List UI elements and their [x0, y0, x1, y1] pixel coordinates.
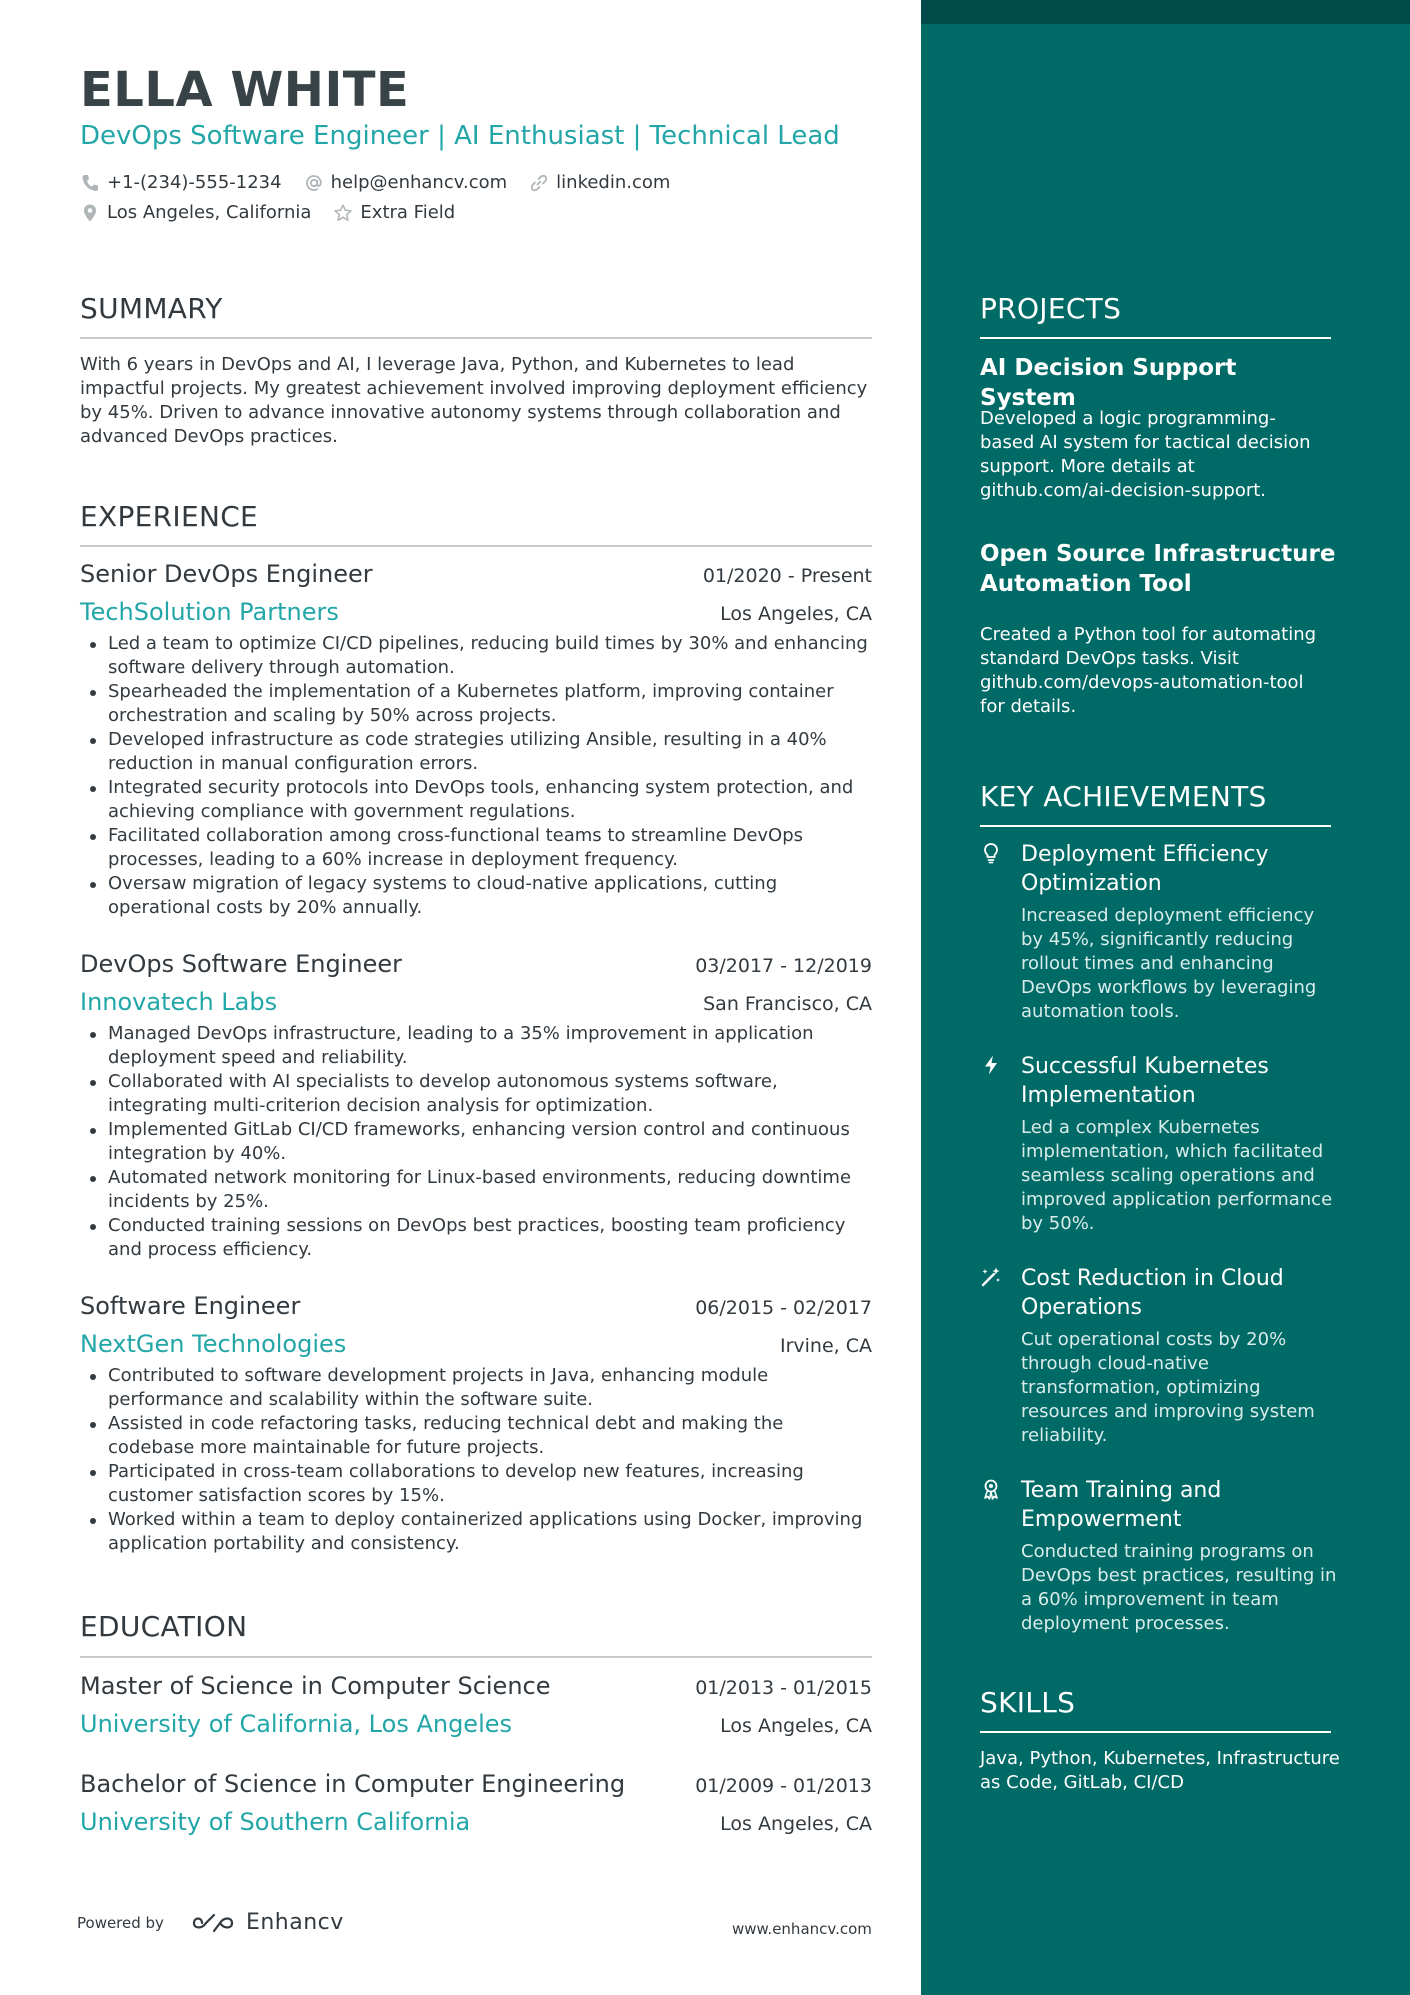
lightbulb-icon	[980, 842, 1002, 864]
candidate-name: ELLA WHITE	[80, 62, 410, 118]
brand-name: Enhancv	[245, 1910, 344, 1935]
achievement-name: Cost Reduction in Cloud Operations	[1021, 1266, 1284, 1320]
skills-divider	[980, 1731, 1331, 1733]
achievement-item	[980, 1476, 1340, 1636]
sidebar-top-band	[921, 0, 1410, 24]
projects-divider	[980, 337, 1331, 339]
project-description: Created a Python tool for automating standard DevOps tasks. Visit github.com/devops-automation-tool for details.	[980, 624, 1317, 717]
job-bullets	[80, 1364, 872, 1556]
achievement-name: Deployment Efficiency Optimization	[1021, 842, 1269, 896]
job-bullet: Managed DevOps infrastructure, leading to a 35% improvement in application deployment speed and reliability.	[80, 1022, 872, 1070]
brand-logo[interactable]	[190, 1910, 344, 1935]
job-location: San Francisco, CA	[703, 993, 872, 1015]
job-bullet: Integrated security protocols into DevOps tools, enhancing system protection, and achieving compliance with government regulations.	[80, 776, 872, 824]
at-sign-icon	[304, 173, 324, 193]
summary-text: With 6 years in DevOps and AI, I leverage Java, Python, and Kubernetes to lead impactful projects. My greatest achievement involved improving deployment efficiency by 45%. Driven to advance innovative autonomy systems through collaboration and advanced DevOps practices.	[80, 354, 868, 447]
job-role: Software Engineer	[80, 1292, 301, 1320]
sidebar	[921, 0, 1410, 1995]
location-text: Los Angeles, California	[107, 202, 312, 223]
star-icon	[333, 203, 353, 223]
job-dates: 01/2020 - Present	[702, 565, 872, 587]
job-bullets	[80, 1022, 872, 1262]
job-bullets	[80, 632, 872, 920]
job-entry	[80, 950, 872, 1262]
education-divider	[80, 1656, 872, 1658]
achievements-title: KEY ACHIEVEMENTS	[980, 780, 1267, 813]
job-location: Los Angeles, CA	[720, 603, 872, 625]
project-description: Developed a logic programming-based AI system for tactical decision support. More details at github.com/ai-decision-support.	[980, 408, 1311, 501]
edu-school: University of Southern California	[80, 1808, 471, 1836]
job-dates: 03/2017 - 12/2019	[695, 955, 872, 977]
contact-location	[80, 202, 311, 223]
job-company: Innovatech Labs	[80, 988, 278, 1016]
contact-email[interactable]	[304, 172, 508, 193]
education-entry	[80, 1672, 872, 1738]
job-dates: 06/2015 - 02/2017	[695, 1297, 872, 1319]
experience-title: EXPERIENCE	[80, 500, 259, 533]
education-title: EDUCATION	[80, 1610, 248, 1643]
achievement-item	[980, 1052, 1340, 1236]
phone-text: +1-(234)-555-1234	[107, 172, 282, 193]
summary-divider	[80, 337, 872, 339]
skills-list: Java, Python, Kubernetes, Infrastructure as Code, GitLab, CI/CD	[980, 1748, 1340, 1793]
job-bullet: Led a team to optimize CI/CD pipelines, reducing build times by 30% and enhancing software delivery through automation.	[80, 632, 872, 680]
job-role: DevOps Software Engineer	[80, 950, 403, 978]
job-bullet: Developed infrastructure as code strategies utilizing Ansible, resulting in a 40% reduction in manual configuration errors.	[80, 728, 872, 776]
edu-location: Los Angeles, CA	[720, 1813, 872, 1835]
job-bullet: Oversaw migration of legacy systems to cloud-native applications, cutting operational costs by 20% annually.	[80, 872, 872, 920]
achievements-divider	[980, 825, 1331, 827]
phone-icon	[80, 173, 100, 193]
achievement-name: Successful Kubernetes Implementation	[1021, 1054, 1269, 1108]
education-entry	[80, 1770, 872, 1836]
experience-divider	[80, 545, 872, 547]
job-bullet: Assisted in code refactoring tasks, reducing technical debt and making the codebase more maintainable for future projects.	[80, 1412, 872, 1460]
link-icon	[529, 173, 549, 193]
extra-text: Extra Field	[360, 202, 456, 223]
contact-extra	[333, 202, 455, 223]
projects-title: PROJECTS	[980, 292, 1122, 325]
achievement-description: Increased deployment efficiency by 45%, significantly reducing rollout times and enhancing DevOps workflows by leveraging automation tools.	[1021, 905, 1317, 1022]
contact-phone	[80, 172, 282, 193]
job-bullet: Implemented GitLab CI/CD frameworks, enhancing version control and continuous integration by 40%.	[80, 1118, 872, 1166]
achievement-name: Team Training and Empowerment	[1021, 1478, 1222, 1532]
edu-degree: Bachelor of Science in Computer Engineering	[80, 1770, 626, 1798]
job-bullet: Collaborated with AI specialists to develop autonomous systems software, integrating multi-criterion decision analysis for optimization.	[80, 1070, 872, 1118]
project-name: AI Decision Support System	[980, 355, 1237, 411]
job-bullet: Worked within a team to deploy containerized applications using Docker, improving application portability and consistency.	[80, 1508, 872, 1556]
contact-link[interactable]	[529, 172, 670, 193]
location-pin-icon	[80, 203, 100, 223]
link-text: linkedin.com	[556, 172, 671, 193]
job-company: NextGen Technologies	[80, 1330, 347, 1358]
job-bullet: Facilitated collaboration among cross-functional teams to streamline DevOps processes, leading to a 60% increase in deployment frequency.	[80, 824, 872, 872]
edu-location: Los Angeles, CA	[720, 1715, 872, 1737]
job-bullet: Spearheaded the implementation of a Kubernetes platform, improving container orchestration and scaling by 50% across projects.	[80, 680, 872, 728]
job-entry	[80, 560, 872, 920]
contact-row-1	[80, 172, 670, 193]
award-ribbon-icon	[980, 1478, 1002, 1500]
job-bullet: Participated in cross-team collaborations to develop new features, increasing customer satisfaction scores by 15%.	[80, 1460, 872, 1508]
edu-school: University of California, Los Angeles	[80, 1710, 513, 1738]
enhancv-logo-icon	[190, 1911, 236, 1935]
contact-row-2	[80, 202, 455, 223]
achievement-description: Conducted training programs on DevOps best practices, resulting in a 60% improvement in team deployment processes.	[1021, 1541, 1337, 1634]
edu-dates: 01/2009 - 01/2013	[695, 1775, 872, 1797]
powered-by-label: Powered by	[77, 1913, 164, 1932]
job-bullet: Contributed to software development projects in Java, enhancing module performance and scalability within the software suite.	[80, 1364, 872, 1412]
job-location: Irvine, CA	[779, 1335, 872, 1357]
achievement-description: Cut operational costs by 20% through cloud-native transformation, optimizing resources and improving system reliability.	[1021, 1329, 1315, 1446]
edu-dates: 01/2013 - 01/2015	[695, 1677, 872, 1699]
footer-url[interactable]: www.enhancv.com	[732, 1920, 872, 1938]
job-bullet: Automated network monitoring for Linux-based environments, reducing downtime incidents by 25%.	[80, 1166, 872, 1214]
achievement-item	[980, 1264, 1340, 1448]
headline: DevOps Software Engineer | AI Enthusiast | Technical Lead	[80, 121, 840, 151]
achievement-description: Led a complex Kubernetes implementation, which facilitated seamless scaling operations and improved application performance by 50%.	[1021, 1117, 1333, 1234]
email-text: help@enhancv.com	[330, 172, 508, 193]
job-role: Senior DevOps Engineer	[80, 560, 373, 588]
magic-wand-icon	[980, 1266, 1002, 1288]
project-name: Open Source Infrastructure Automation Tool	[980, 541, 1336, 597]
lightning-icon	[980, 1054, 1002, 1076]
job-entry	[80, 1292, 872, 1556]
job-bullet: Conducted training sessions on DevOps best practices, boosting team proficiency and process efficiency.	[80, 1214, 872, 1262]
skills-title: SKILLS	[980, 1686, 1076, 1719]
job-company: TechSolution Partners	[80, 598, 339, 626]
edu-degree: Master of Science in Computer Science	[80, 1672, 551, 1700]
footer-powered	[77, 1910, 344, 1935]
summary-title: SUMMARY	[80, 292, 223, 325]
achievement-item	[980, 840, 1340, 1024]
